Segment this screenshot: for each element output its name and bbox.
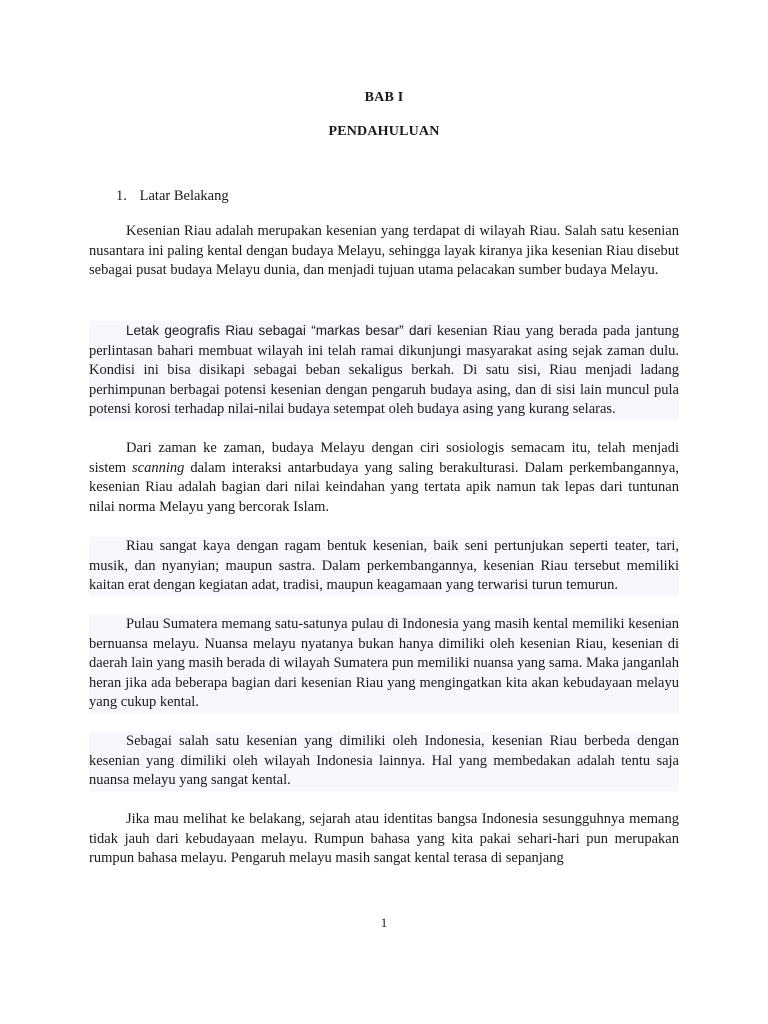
paragraph-3-after: dalam interaksi antarbudaya yang saling berakulturasi. Dalam perkembangannya, kesenian Riau adalah bagian dari nilai keindahan yang tertata apik namun tak lepas dari tuntunan nilai norma Melayu yang bercorak Islam.	[89, 459, 679, 515]
paragraph-3	[89, 439, 679, 517]
paragraph-2-text: kesenian Riau yang berada pada jantung perlintasan bahari membuat wilayah ini telah ramai dikunjungi masyarakat asing sejak zaman dulu. Kondisi ini bisa disikapi sebagai beban sekaligus berkah. Di satu sisi, Riau menjadi ladang perhimpunan berbagai potensi kesenian dengan pengaruh budaya asing, dan di sisi lain muncul pula potensi korosi terhadap nilai-nilai budaya setempat oleh budaya asing yang kurang selaras.	[89, 323, 679, 418]
paragraph-4	[89, 537, 679, 596]
paragraph-6-text: Sebagai salah satu kesenian yang dimiliki oleh Indonesia, kesenian Riau berbeda dengan kesenian yang dimiliki oleh wilayah Indonesia lainnya. Hal yang membedakan adalah tentu saja nuansa melayu yang sangat kental.	[89, 733, 679, 789]
page-number: 1	[380, 915, 388, 930]
paragraph-6	[89, 732, 679, 791]
paragraph-3-italic: scanning	[132, 459, 185, 476]
chapter-heading: BAB I	[364, 90, 404, 105]
paragraph-2-lead: Letak geografis Riau sebagai “markas besar” dari	[126, 323, 432, 338]
paragraph-7-text: Jika mau melihat ke belakang, sejarah atau identitas bangsa Indonesia sesungguhnya memang tidak jauh dari kebudayaan melayu. Rumpun bahasa yang kita pakai sehari-hari pun merupakan rumpun bahasa melayu. Pengaruh melayu masih sangat kental terasa di sepanjang	[89, 811, 679, 867]
paragraph-1	[89, 222, 679, 281]
section-number: 1.	[116, 188, 127, 204]
paragraph-5	[89, 615, 679, 713]
paragraph-1-text: Kesenian Riau adalah merupakan kesenian yang terdapat di wilayah Riau. Salah satu kesenian nusantara ini paling kental dengan budaya Melayu, sehingga layak kiranya jika kesenian Riau disebut sebagai pusat budaya Melayu dunia, dan menjadi tujuan utama pelacakan sumber budaya Melayu.	[89, 223, 679, 279]
chapter-title: PENDAHULUAN	[328, 124, 440, 139]
paragraph-3-before: Dari zaman ke zaman, budaya Melayu dengan ciri sosiologis semacam itu, telah menjadi sistem	[89, 440, 679, 476]
paragraph-5-text: Pulau Sumatera memang satu-satunya pulau di Indonesia yang masih kental memiliki kesenian bernuansa melayu. Nuansa melayu nyatanya bukan hanya dimiliki oleh kesenian Riau, kesenian di daerah lain yang masih berada di wilayah Sumatera pun memiliki nuansa yang sama. Maka janganlah heran jika ada beberapa bagian dari kesenian Riau yang mengingatkan kita akan kebudayaan melayu yang cukup kental.	[89, 616, 679, 711]
section-title: Latar Belakang	[139, 188, 229, 204]
paragraph-2	[89, 321, 679, 420]
paragraph-4-text: Riau sangat kaya dengan ragam bentuk kesenian, baik seni pertunjukan seperti teater, tari, musik, dan nyanyian; maupun sastra. Dalam perkembangannya, kesenian Riau tersebut memiliki kaitan erat dengan kegiatan adat, tradisi, maupun keagamaan yang terwarisi turun temurun.	[89, 538, 679, 594]
section-heading	[116, 188, 229, 205]
paragraph-7	[89, 810, 679, 869]
